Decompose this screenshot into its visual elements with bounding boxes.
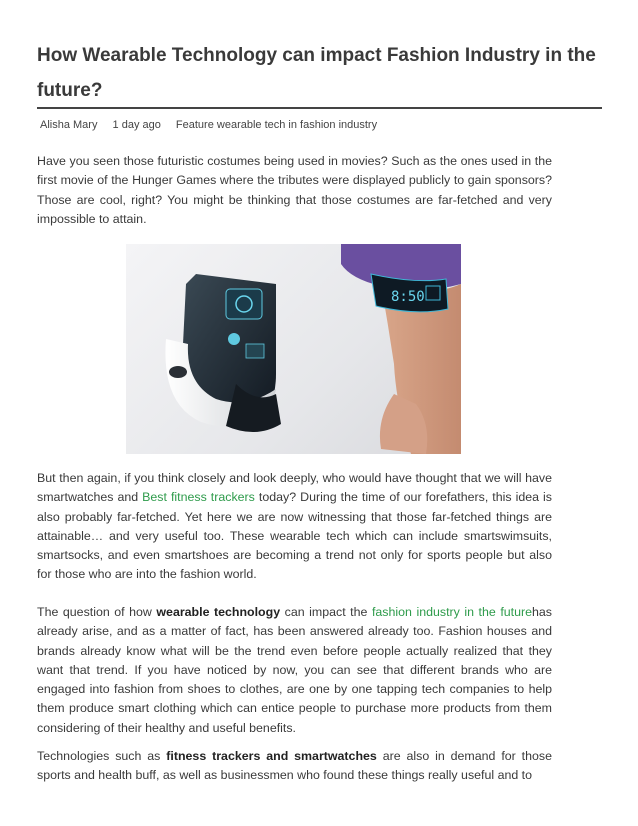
title-divider [37, 107, 602, 109]
wrist-display-time: 8:50 [391, 289, 425, 305]
wearable-devices-illustration [126, 244, 461, 454]
wearable-tech-image [126, 244, 461, 454]
paragraph-fashion-impact: The question of how wearable technology can impact the fashion industry in the futurehas already arise, and as a matter of fact, has been answered already too. Fashion houses and brands already know what will be the trend even before people actually realized that they want that trend. If you have noticed by now, you can see that different brands who are engaged into fashion from shoes to clothes, are one by one tapping tech companies to help them produce smart clothing which can entice people to purchase more products from them considering of their healthy and useful benefits. [37, 605, 552, 735]
author-name[interactable]: Alisha Mary [40, 119, 98, 131]
paragraph-smartwatches: But then again, if you think closely and look deeply, who would have thought that we will have smartwatches and Best fitness trackers today? During the time of our forefathers, this idea is also probably far-fetched. Yet here we are now witnessing that those far-fetched things are attainable… and very useful too. These wearable tech which can include smartswimsuits, smartsocks, and even smartshoes are becoming a trend not only for sports people but also for those who are into the fashion world. [37, 471, 552, 582]
wearable-technology-bold: wearable technology [156, 605, 281, 619]
fitness-trackers-bold: fitness trackers and smartwatches [166, 749, 377, 763]
paragraph-technologies: Technologies such as fitness trackers and smartwatches are also in demand for those sports and health buff, as well as businessmen who found these things really useful and to [37, 749, 552, 783]
paragraph-intro: Have you seen those futuristic costumes being used in movies? Such as the ones used in the first movie of the Hunger Games where the tributes were displayed publicly to gain sponsors? Those are cool, right? You might be thinking that those costumes are far-fetched and very impossible to attain. [37, 154, 552, 226]
category-link[interactable]: Feature wearable tech in fashion industry [175, 119, 378, 131]
post-date: 1 day ago [112, 119, 161, 131]
fitness-trackers-link[interactable]: Best fitness trackers [142, 490, 255, 505]
fashion-industry-link[interactable]: fashion industry in the future [371, 605, 533, 619]
article-title: How Wearable Technology can impact Fashion Industry in the future? [37, 45, 596, 101]
article-meta [40, 119, 389, 131]
